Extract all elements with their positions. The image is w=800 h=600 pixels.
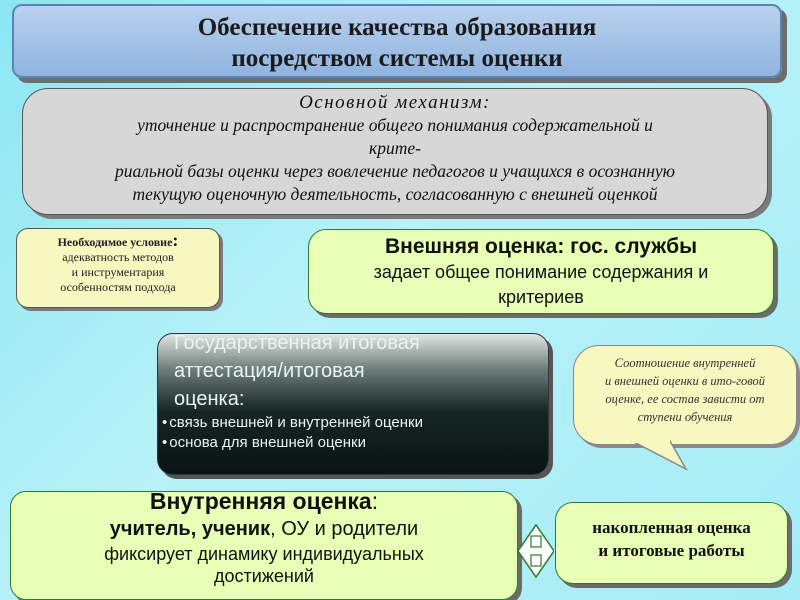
internal-line-2: достижений (214, 566, 314, 586)
external-line-2: критериев (498, 287, 584, 307)
external-assessment-box (308, 229, 774, 314)
internal-heading-colon: : (371, 491, 379, 514)
title-box (12, 4, 782, 78)
condition-heading-colon: : (172, 230, 179, 250)
final-attestation-box (157, 333, 549, 475)
gia-line-1: Государственная итоговая (174, 333, 420, 354)
gia-line-3: оценка: (174, 388, 245, 410)
mechanism-heading-text: Основной механизм (299, 92, 484, 113)
internal-assessment-box (10, 491, 518, 600)
internal-roles-rest: , ОУ и родители (270, 518, 419, 540)
condition-line-3: особенностям подхода (60, 280, 176, 294)
ratio-callout-bubble (573, 345, 797, 445)
ratio-line-4: ступени обучения (637, 410, 733, 424)
internal-heading (11, 491, 517, 515)
gia-bullet-list (158, 413, 548, 453)
internal-roles (11, 515, 517, 543)
condition-line-1: адекватность методов (62, 250, 174, 264)
internal-roles-bold: учитель, ученик (109, 518, 271, 540)
gia-bullet-1 (162, 413, 548, 433)
mechanism-heading-colon: : (483, 92, 491, 113)
internal-line-1: фиксирует динамику индивидуальных (104, 544, 424, 564)
gia-bullet-1-text: связь внешней и внутренней оценки (169, 414, 423, 431)
mechanism-box (22, 88, 768, 215)
condition-heading-text: Необходимое условие (57, 235, 173, 249)
accumulated-assessment-box (555, 502, 788, 584)
ratio-line-2: и внешней оценки в ито-говой (604, 374, 766, 388)
title-line-1: Обеспечение качества образования (197, 14, 597, 41)
external-line-1: задает общее понимание содержания и (373, 262, 709, 282)
accumulated-line-2: и итоговые работы (598, 541, 745, 560)
title-line-2: посредством системы оценки (231, 45, 563, 72)
gia-bullet-2-text: основа для внешней оценки (169, 434, 366, 451)
mechanism-line-1: уточнение и распространение общего понимания содержательной и (137, 115, 653, 135)
condition-box (16, 228, 220, 308)
gia-bullet-2 (162, 433, 548, 453)
mechanism-heading (23, 91, 767, 114)
double-arrow-icon (518, 522, 554, 580)
gia-line-2: аттестация/итоговая (174, 360, 365, 382)
internal-heading-text: Внутренняя оценка (149, 491, 372, 514)
ratio-line-1: Соотношение внутренней (614, 356, 756, 370)
ratio-line-3: оценке, ее состав зависти от (605, 392, 765, 406)
condition-heading (17, 230, 219, 250)
accumulated-line-1: накопленная оценка (592, 518, 751, 537)
mechanism-line-4: текущую оценочную деятельность, согласованную с внешней оценкой (132, 184, 658, 204)
external-heading: Внешняя оценка: гос. службы (384, 235, 698, 258)
condition-line-2: и инструментария (71, 265, 165, 279)
callout-tail (630, 441, 690, 471)
mechanism-line-2: крите- (369, 138, 421, 158)
mechanism-line-3: риальной базы оценки через вовлечение педагогов и учащихся в осознанную (115, 161, 675, 181)
